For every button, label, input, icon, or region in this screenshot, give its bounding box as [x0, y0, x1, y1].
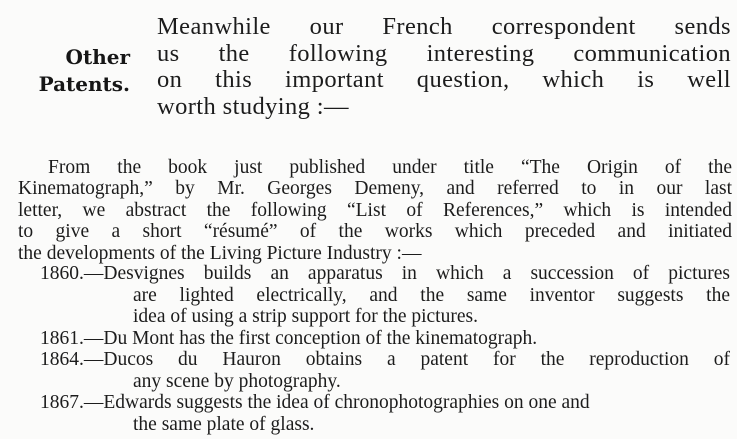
body-line: to give a short “résumé” of the works which preceded and initiated: [18, 221, 732, 243]
body-line: the developments of the Living Picture Industry :—: [18, 242, 422, 264]
reference-continuation: idea of using a strip support for the pictures.: [133, 306, 478, 327]
body-paragraph: [18, 157, 732, 264]
reference-continuation: the same plate of glass.: [133, 413, 315, 435]
reference-year: 1861.: [40, 327, 84, 349]
reference-first-line: [40, 263, 730, 285]
reference-continuation: are lighted electrically, and the same inventor suggests the: [133, 284, 730, 306]
reference-year: 1867.: [40, 392, 84, 413]
side-heading-line-1: Other: [65, 45, 130, 69]
side-heading: [18, 44, 130, 98]
intro-paragraph: [157, 14, 731, 120]
body-line: letter, we abstract the following “List of References,” which is intended: [18, 199, 732, 221]
intro-line: us the following interesting communication: [157, 39, 731, 67]
reference-text: —Edwards suggests the idea of chronophotographies on one and: [83, 392, 590, 413]
intro-line: worth studying :—: [157, 92, 349, 120]
reference-first-line: [40, 328, 730, 350]
body-line: Kinematograph,” by Mr. Georges Demeny, and referred to in our last: [18, 178, 732, 200]
reference-entry: [40, 263, 730, 328]
reference-text: —Du Mont has the first conception of the kinematograph.: [83, 327, 538, 349]
reference-first-line: [40, 349, 730, 371]
intro-line: Meanwhile our French correspondent sends: [157, 13, 731, 40]
reference-text: —Ducos du Hauron obtains a patent for the reproduction of: [83, 349, 730, 370]
reference-entry: [40, 349, 730, 392]
intro-line: on this important question, which is well: [157, 66, 731, 93]
reference-entry: [40, 392, 730, 435]
side-heading-line-2: Patents.: [38, 72, 130, 96]
references-list: [40, 263, 730, 435]
reference-text: —Desvignes builds an apparatus in which a succession of pictures: [83, 263, 730, 284]
reference-year: 1864.: [40, 349, 84, 370]
reference-continuation: any scene by photography.: [133, 370, 341, 392]
reference-entry: [40, 328, 730, 350]
reference-year: 1860.: [40, 263, 84, 284]
reference-first-line: [40, 392, 730, 414]
body-line: From the book just published under title “The Origin of the: [48, 157, 732, 178]
